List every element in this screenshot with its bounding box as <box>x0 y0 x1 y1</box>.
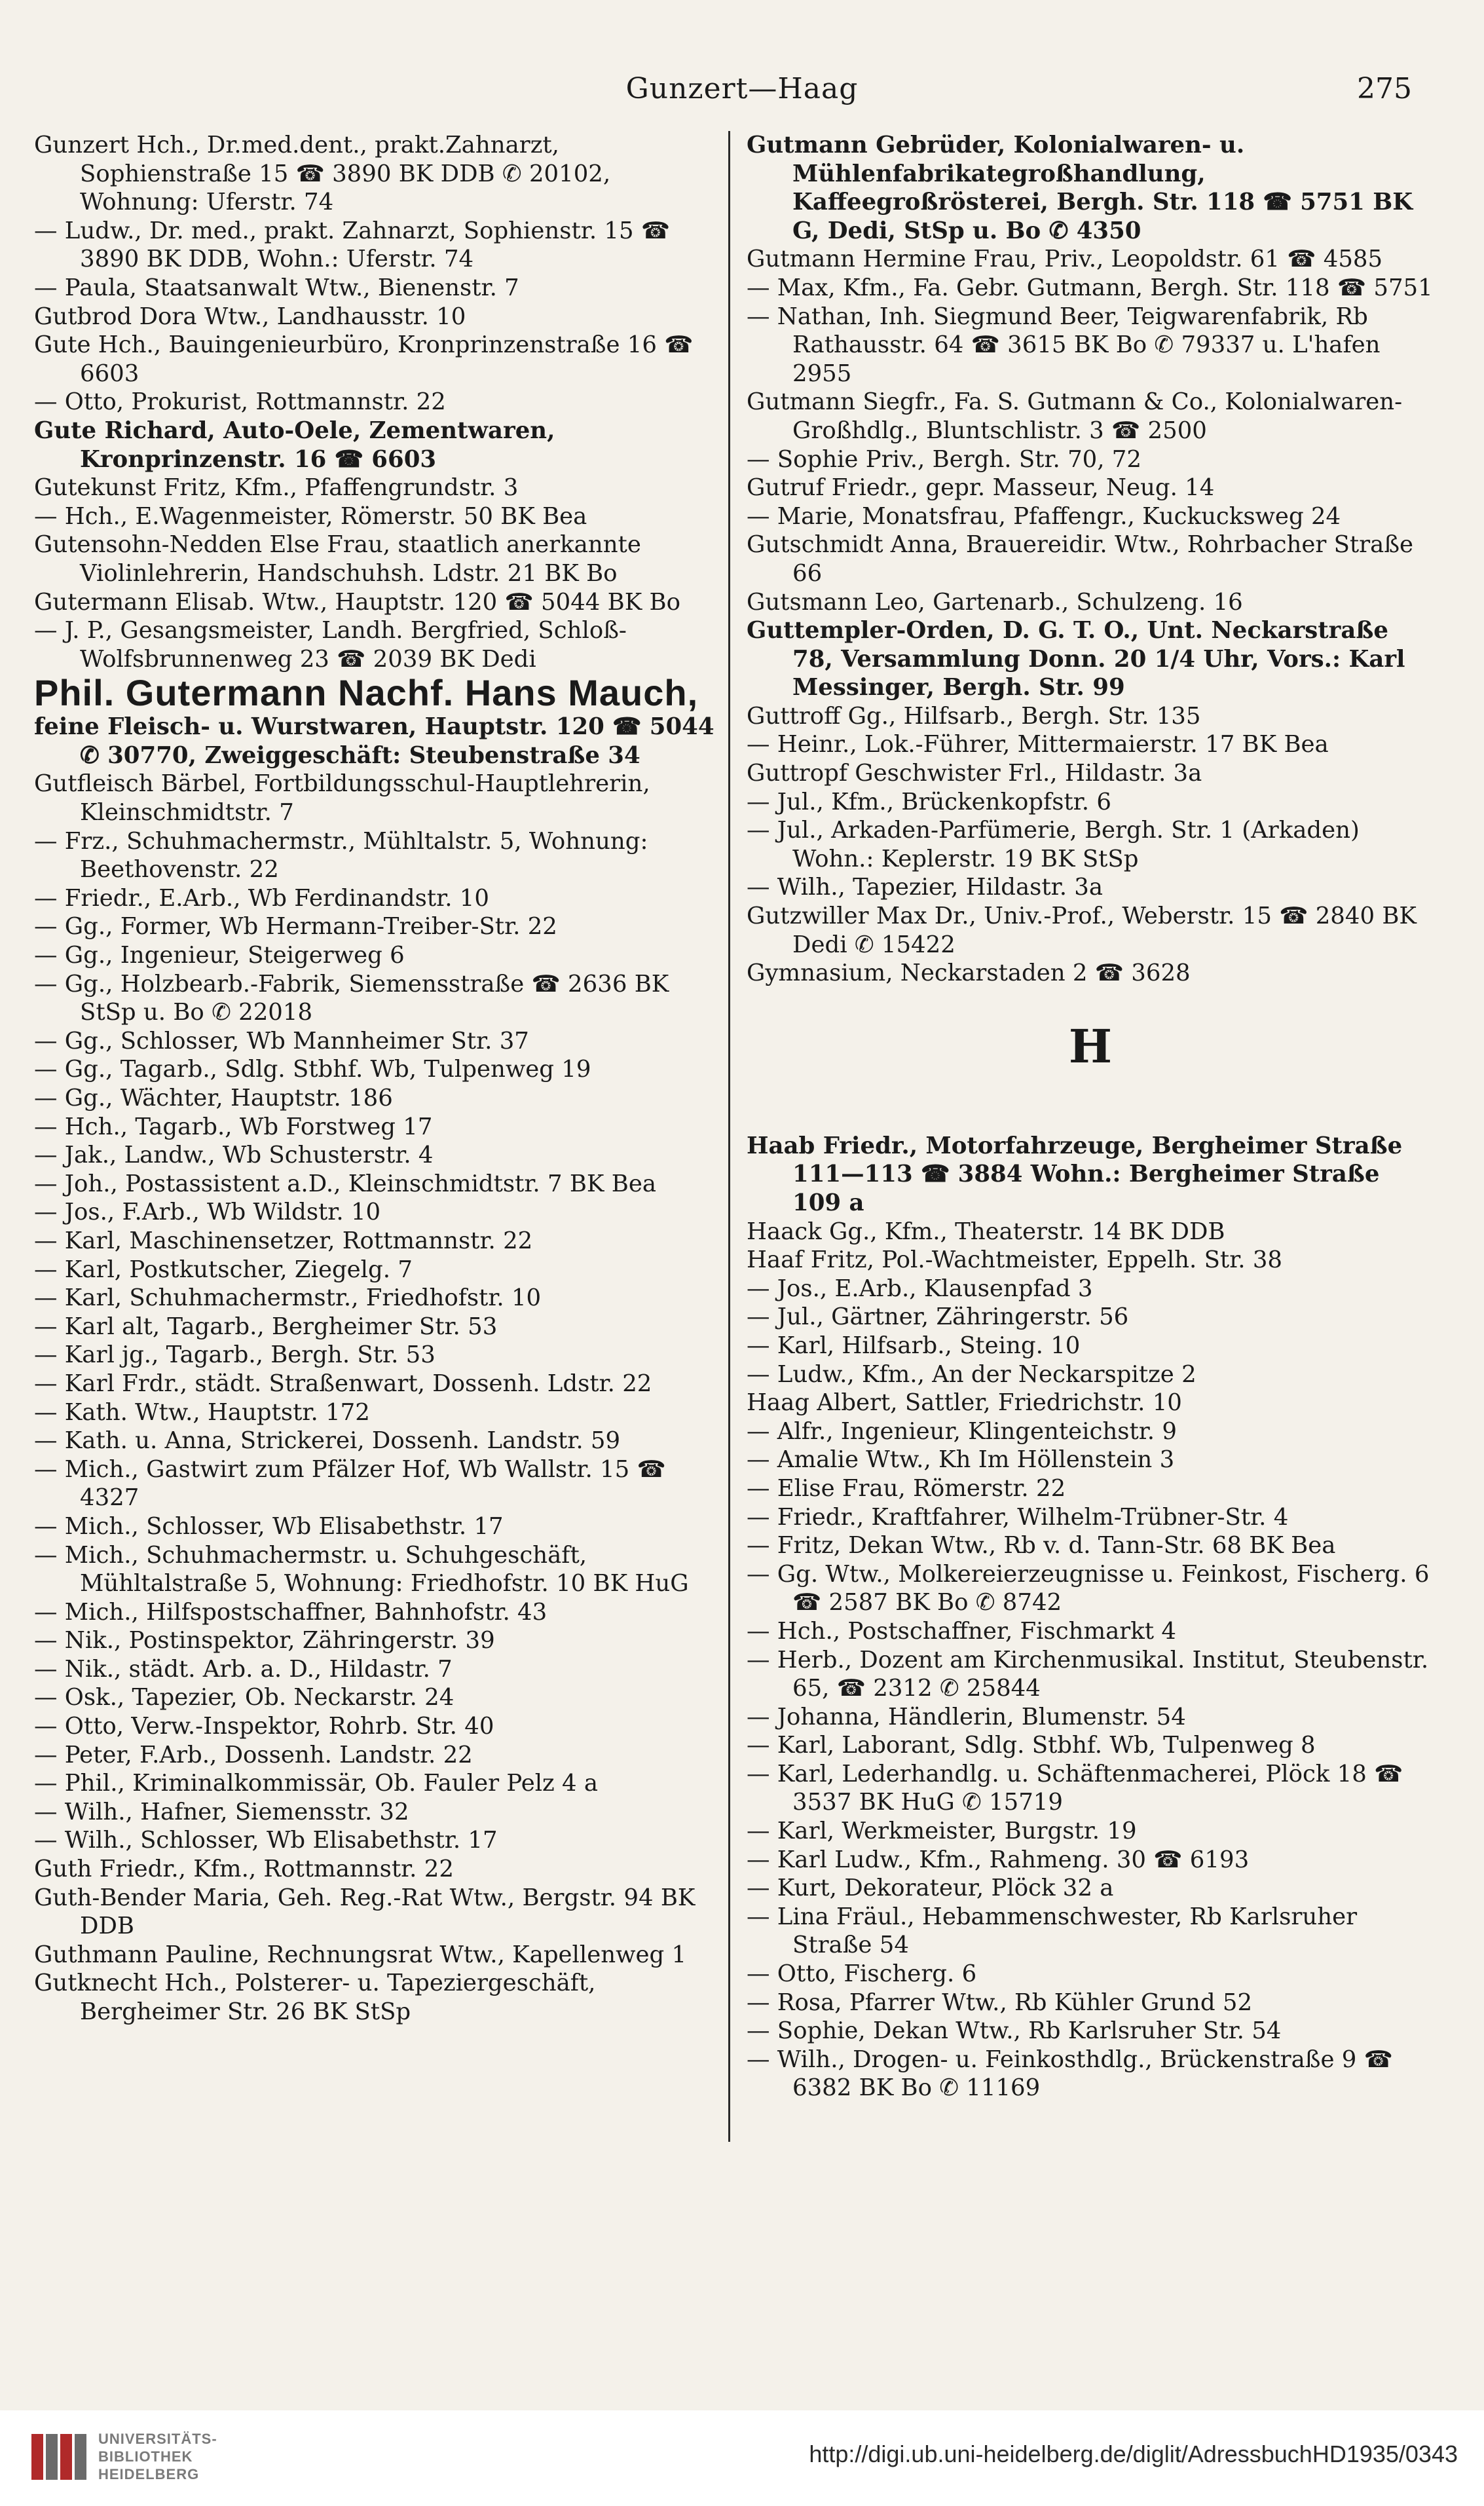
directory-entry: Gymnasium, Neckarstaden 2 ☎ 3628 <box>747 960 1191 987</box>
directory-entry: — Ludw., Kfm., An der Neckarspitze 2 <box>747 1360 1196 1388</box>
page-header <box>39 65 1445 111</box>
directory-entry: — Friedr., Kraftfahrer, Wilhelm-Trübner-Str. 4 <box>747 1503 1289 1531</box>
directory-entry: — Amalie Wtw., Kh Im Höllenstein 3 <box>747 1446 1175 1474</box>
directory-entry: Gutfleisch Bärbel, Fortbildungsschul-Hauptlehrerin, Kleinschmidtstr. 7 <box>34 770 650 827</box>
directory-entry: Gunzert Hch., Dr.med.dent., prakt.Zahnarzt, Sophienstraße 15 ☎ 3890 BK DDB ✆ 20102, Wohnung: Uferstr. 74 <box>34 132 611 216</box>
directory-entry: — Karl, Hilfsarb., Steing. 10 <box>747 1332 1081 1359</box>
directory-entry: — Karl, Werkmeister, Burgstr. 19 <box>747 1818 1137 1845</box>
directory-entry: — Sophie, Dekan Wtw., Rb Karlsruher Str. 54 <box>747 2017 1282 2045</box>
directory-entry: — Paula, Staatsanwalt Wtw., Bienenstr. 7 <box>34 274 519 301</box>
directory-entry: Haab Friedr., Motorfahrzeuge, Bergheimer Straße 111—113 ☎ 3884 Wohn.: Bergheimer Straße 109 a <box>747 1132 1403 1216</box>
directory-entry: Guth-Bender Maria, Geh. Reg.-Rat Wtw., Bergstr. 94 BK DDB <box>34 1884 696 1940</box>
running-title: Gunzert—Haag <box>625 72 859 105</box>
directory-entry: Haaf Fritz, Pol.-Wachtmeister, Eppelh. Str. 38 <box>747 1246 1283 1274</box>
directory-entry: — Heinr., Lok.-Führer, Mittermaierstr. 17 BK Bea <box>747 731 1329 758</box>
footer-bar <box>0 2410 1484 2506</box>
left-column <box>34 131 722 2027</box>
directory-entry: Gutsmann Leo, Gartenarb., Schulzeng. 16 <box>747 588 1243 616</box>
directory-entry: Gutzwiller Max Dr., Univ.-Prof., Weberstr. 15 ☎ 2840 BK Dedi ✆ 15422 <box>747 903 1417 958</box>
directory-entry: — Jul., Arkaden-Parfümerie, Bergh. Str. 1 (Arkaden) Wohn.: Keplerstr. 19 BK StSp <box>747 817 1360 872</box>
directory-entry: — Hch., Tagarb., Wb Forstweg 17 <box>34 1113 433 1140</box>
directory-entry: Gutmann Gebrüder, Kolonialwaren- u. Mühlenfabrikategroßhandlung, Kaffeegroßrösterei, Bergh. Str. 118 ☎ 5751 BK G, Dedi, StSp u. Bo ✆ 4350 <box>747 132 1413 244</box>
directory-entry: — Karl, Schuhmachermstr., Friedhofstr. 10 <box>34 1284 542 1312</box>
directory-entry: — Osk., Tapezier, Ob. Neckarstr. 24 <box>34 1684 454 1711</box>
directory-entry: — Hch., Postschaffner, Fischmarkt 4 <box>747 1617 1176 1645</box>
directory-entry: — Otto, Prokurist, Rottmannstr. 22 <box>34 388 446 416</box>
directory-entry: — Gg., Holzbearb.-Fabrik, Siemensstraße ☎ 2636 BK StSp u. Bo ✆ 22018 <box>34 970 669 1026</box>
directory-entry: Guttempler-Orden, D. G. T. O., Unt. Neckarstraße 78, Versammlung Donn. 20 1/4 Uhr, Vors.: Karl Messinger, Bergh. Str. 99 <box>747 617 1405 701</box>
directory-entry: — Kurt, Dekorateur, Plöck 32 a <box>747 1875 1114 1902</box>
directory-entry: — Marie, Monatsfrau, Pfaffengr., Kuckucksweg 24 <box>747 502 1341 530</box>
section-letter: H <box>1068 1019 1113 1074</box>
directory-entry: Gute Richard, Auto-Oele, Zementwaren, Kronprinzenstr. 16 ☎ 6603 <box>34 417 555 473</box>
directory-entry: Phil. Gutermann Nachf. Hans Mauch, <box>34 672 699 714</box>
directory-entry: — Max, Kfm., Fa. Gebr. Gutmann, Bergh. Str. 118 ☎ 5751 <box>747 274 1433 301</box>
right-column <box>747 131 1434 2103</box>
directory-entry: Gutmann Hermine Frau, Priv., Leopoldstr. 61 ☎ 4585 <box>747 246 1383 273</box>
directory-entry: — Jak., Landw., Wb Schusterstr. 4 <box>34 1142 434 1169</box>
directory-entry: Guttroff Gg., Hilfsarb., Bergh. Str. 135 <box>747 702 1201 730</box>
directory-entry: Gutbrod Dora Wtw., Landhausstr. 10 <box>34 303 466 330</box>
directory-entry: — Alfr., Ingenieur, Klingenteichstr. 9 <box>747 1417 1177 1445</box>
directory-entry: Haag Albert, Sattler, Friedrichstr. 10 <box>747 1389 1182 1417</box>
directory-entry: — Wilh., Schlosser, Wb Elisabethstr. 17 <box>34 1827 498 1854</box>
directory-entry: — Nik., städt. Arb. a. D., Hildastr. 7 <box>34 1655 453 1683</box>
directory-entry: — Mich., Schuhmachermstr. u. Schuhgeschäft, Mühltalstraße 5, Wohnung: Friedhofstr. 10 BK HuG <box>34 1541 689 1598</box>
library-name-line: BIBLIOTHEK <box>98 2448 193 2465</box>
directory-entry: Gutmann Siegfr., Fa. S. Gutmann & Co., Kolonialwaren-Großhdlg., Bluntschlistr. 3 ☎ 2500 <box>747 388 1403 444</box>
directory-entry: — Frz., Schuhmachermstr., Mühltalstr. 5, Wohnung: Beethovenstr. 22 <box>34 827 648 884</box>
directory-entry: — Gg., Schlosser, Wb Mannheimer Str. 37 <box>34 1027 529 1055</box>
directory-entry: Guth Friedr., Kfm., Rottmannstr. 22 <box>34 1856 454 1883</box>
directory-entry: — Sophie Priv., Bergh. Str. 70, 72 <box>747 445 1141 473</box>
directory-entry: Haack Gg., Kfm., Theaterstr. 14 BK DDB <box>747 1218 1225 1245</box>
directory-entry: — Karl, Laborant, Sdlg. Stbhf. Wb, Tulpenweg 8 <box>747 1732 1316 1759</box>
directory-entry: Gutekunst Fritz, Kfm., Pfaffengrundstr. 3 <box>34 474 519 502</box>
directory-entry: — Karl jg., Tagarb., Bergh. Str. 53 <box>34 1341 436 1369</box>
directory-entry: — Johanna, Händlerin, Blumenstr. 54 <box>747 1703 1186 1730</box>
directory-entry: — Rosa, Pfarrer Wtw., Rb Kühler Grund 52 <box>747 1989 1253 2016</box>
directory-entry: — Ludw., Dr. med., prakt. Zahnarzt, Sophienstr. 15 ☎ 3890 BK DDB, Wohn.: Uferstr. 74 <box>34 217 671 273</box>
directory-entry: — Mich., Hilfspostschaffner, Bahnhofstr. 43 <box>34 1598 547 1626</box>
directory-entry: Gutermann Elisab. Wtw., Hauptstr. 120 ☎ 5044 BK Bo <box>34 588 681 616</box>
directory-entry: — Jul., Kfm., Brückenkopfstr. 6 <box>747 788 1111 815</box>
directory-entry: — Hch., E.Wagenmeister, Römerstr. 50 BK Bea <box>34 502 587 530</box>
column-divider <box>728 131 730 2142</box>
directory-entry: — Karl Frdr., städt. Straßenwart, Dossenh. Ldstr. 22 <box>34 1370 652 1397</box>
directory-entry: — Wilh., Drogen- u. Feinkosthdlg., Brückenstraße 9 ☎ 6382 BK Bo ✆ 11169 <box>747 2046 1393 2102</box>
directory-entry: — Gg., Tagarb., Sdlg. Stbhf. Wb, Tulpenweg 19 <box>34 1056 591 1083</box>
directory-entry: — Otto, Verw.-Inspektor, Rohrb. Str. 40 <box>34 1713 494 1740</box>
directory-entry: — Karl Ludw., Kfm., Rahmeng. 30 ☎ 6193 <box>747 1846 1250 1873</box>
university-library-logo <box>29 2429 89 2485</box>
directory-entry: Gutensohn-Nedden Else Frau, staatlich anerkannte Violinlehrerin, Handschuhsh. Ldstr. 21 BK Bo <box>34 531 641 587</box>
directory-entry: — Herb., Dozent am Kirchenmusikal. Institut, Steubenstr. 65, ☎ 2312 ✆ 25844 <box>747 1646 1429 1702</box>
library-name <box>98 2430 217 2483</box>
directory-entry: Gute Hch., Bauingenieurbüro, Kronprinzenstraße 16 ☎ 6603 <box>34 331 694 387</box>
source-url-link[interactable]: http://digi.ub.uni-heidelberg.de/diglit/AdressbuchHD1935/0343 <box>809 2441 1458 2467</box>
directory-entry: — Gg., Wächter, Hauptstr. 186 <box>34 1085 393 1112</box>
library-name-line: HEIDELBERG <box>98 2466 200 2482</box>
directory-entry: — Jos., E.Arb., Klausenpfad 3 <box>747 1275 1093 1302</box>
directory-entry: Gutknecht Hch., Polsterer- u. Tapeziergeschäft, Bergheimer Str. 26 BK StSp <box>34 1970 596 2025</box>
directory-entry: — Wilh., Tapezier, Hildastr. 3a <box>747 874 1104 901</box>
directory-entry: Guttropf Geschwister Frl., Hildastr. 3a <box>747 760 1202 787</box>
directory-entry: — Karl alt, Tagarb., Bergheimer Str. 53 <box>34 1313 498 1340</box>
directory-entry: feine Fleisch- u. Wurstwaren, Hauptstr. 120 ☎ 5044 ✆ 30770, Zweiggeschäft: Steubenstraße 34 <box>34 713 714 769</box>
directory-entry: — Jos., F.Arb., Wb Wildstr. 10 <box>34 1199 381 1226</box>
directory-entry: — Karl, Postkutscher, Ziegelg. 7 <box>34 1256 413 1283</box>
directory-entry: — Nathan, Inh. Siegmund Beer, Teigwarenfabrik, Rb Rathausstr. 64 ☎ 3615 BK Bo ✆ 79337 u. L'hafen 2955 <box>747 303 1381 387</box>
directory-entry: — Gg., Ingenieur, Steigerweg 6 <box>34 942 405 969</box>
directory-entry: — Fritz, Dekan Wtw., Rb v. d. Tann-Str. 68 BK Bea <box>747 1532 1336 1560</box>
directory-entry: — J. P., Gesangsmeister, Landh. Bergfried, Schloß-Wolfsbrunnenweg 23 ☎ 2039 BK Dedi <box>34 617 627 673</box>
directory-entry: — Kath. Wtw., Hauptstr. 172 <box>34 1398 370 1426</box>
directory-entry: — Jul., Gärtner, Zähringerstr. 56 <box>747 1303 1129 1331</box>
page-number: 275 <box>1357 72 1412 105</box>
directory-entry: — Karl, Maschinensetzer, Rottmannstr. 22 <box>34 1227 533 1254</box>
directory-entry: — Gg., Former, Wb Hermann-Treiber-Str. 22 <box>34 913 557 941</box>
directory-entry: — Gg. Wtw., Molkereierzeugnisse u. Feinkost, Fischerg. 6 ☎ 2587 BK Bo ✆ 8742 <box>747 1560 1430 1617</box>
directory-entry: — Peter, F.Arb., Dossenh. Landstr. 22 <box>34 1741 473 1768</box>
directory-entry: Gutschmidt Anna, Brauereidir. Wtw., Rohrbacher Straße 66 <box>747 531 1414 587</box>
directory-entry: Guthmann Pauline, Rechnungsrat Wtw., Kapellenweg 1 <box>34 1941 687 1968</box>
directory-entry: — Otto, Fischerg. 6 <box>747 1960 977 1988</box>
directory-entry: — Mich., Gastwirt zum Pfälzer Hof, Wb Wallstr. 15 ☎ 4327 <box>34 1455 666 1512</box>
directory-entry: — Karl, Lederhandlg. u. Schäftenmacherei, Plöck 18 ☎ 3537 BK HuG ✆ 15719 <box>747 1760 1403 1816</box>
directory-entry: — Joh., Postassistent a.D., Kleinschmidtstr. 7 BK Bea <box>34 1170 656 1197</box>
directory-entry: — Nik., Postinspektor, Zähringerstr. 39 <box>34 1627 495 1655</box>
directory-entry: — Phil., Kriminalkommissär, Ob. Fauler Pelz 4 a <box>34 1770 599 1797</box>
directory-entry: — Friedr., E.Arb., Wb Ferdinandstr. 10 <box>34 884 489 912</box>
directory-entry: — Lina Fräul., Hebammenschwester, Rb Karlsruher Straße 54 <box>747 1903 1358 1959</box>
directory-entry: Gutruf Friedr., gepr. Masseur, Neug. 14 <box>747 474 1215 502</box>
directory-entry: — Mich., Schlosser, Wb Elisabethstr. 17 <box>34 1512 504 1540</box>
directory-entry: — Elise Frau, Römerstr. 22 <box>747 1474 1066 1502</box>
directory-entry: — Kath. u. Anna, Strickerei, Dossenh. Landstr. 59 <box>34 1427 621 1455</box>
directory-entry: — Wilh., Hafner, Siemensstr. 32 <box>34 1798 409 1825</box>
library-name-line: UNIVERSITÄTS- <box>98 2431 217 2447</box>
